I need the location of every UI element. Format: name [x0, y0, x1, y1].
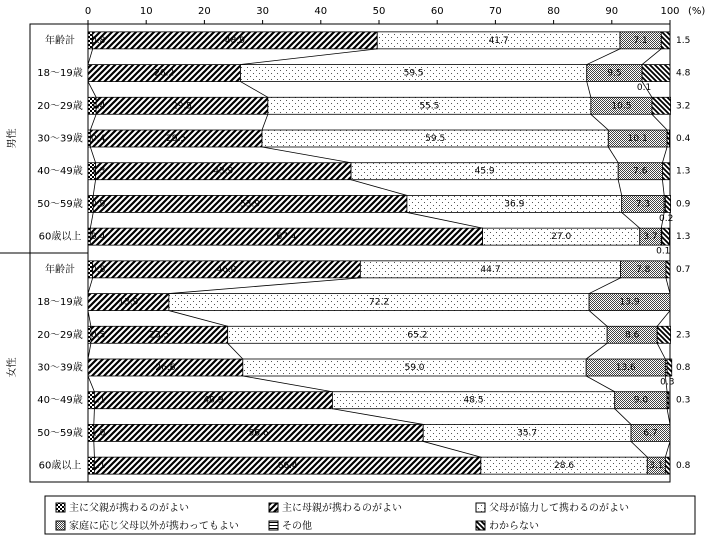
data-label: 1.3 — [676, 166, 691, 177]
data-label: 9.5 — [607, 68, 622, 79]
data-label: 0.1 — [656, 246, 671, 257]
x-tick-label: 90 — [605, 6, 619, 17]
data-label: 28.6 — [554, 461, 575, 472]
connector-line — [642, 49, 661, 65]
connector-line — [586, 343, 607, 359]
bar-segment — [665, 457, 670, 474]
data-label: 0.3 — [676, 395, 691, 406]
data-label: 13.9 — [619, 297, 640, 308]
category-label: 18～19歳 — [37, 68, 83, 80]
data-label: 0.4 — [91, 232, 106, 243]
x-tick-label: 0 — [84, 6, 92, 17]
data-label: 0.7 — [676, 264, 691, 275]
data-label: 53.9 — [240, 199, 261, 210]
connector-line — [589, 278, 620, 294]
legend — [45, 496, 695, 534]
category-label: 30～39歳 — [37, 362, 83, 374]
connector-line — [657, 343, 665, 359]
bar-segment — [667, 392, 669, 409]
data-label: 55.5 — [419, 101, 440, 112]
connector-line — [587, 49, 620, 65]
data-label: 7.1 — [633, 35, 648, 46]
category-label: 50～59歳 — [37, 427, 83, 439]
bar-segment — [666, 261, 670, 278]
data-label: 0.4 — [91, 134, 106, 144]
group-label: 男性 — [7, 128, 18, 149]
data-label: 41.7 — [488, 35, 509, 46]
group-label: 女性 — [7, 357, 18, 378]
data-label: 0.9 — [91, 199, 106, 210]
category-label: 20～29歳 — [37, 100, 83, 112]
x-tick-label: 30 — [256, 6, 269, 17]
connector-line — [93, 180, 95, 196]
connector-line — [351, 180, 407, 196]
data-label: 4.8 — [676, 68, 691, 79]
connector-line — [169, 311, 228, 327]
legend-label: 主に父親が携わるのがよい — [69, 503, 189, 514]
data-label: 3.1 — [649, 461, 664, 472]
data-label: 3.2 — [676, 101, 691, 112]
data-label: 48.5 — [463, 395, 484, 406]
category-label: 30～39歳 — [37, 133, 83, 145]
category-label: 年齢計 — [45, 264, 75, 276]
connector-line — [94, 409, 95, 425]
x-tick-label: 100 — [660, 6, 680, 17]
bar-segment — [667, 130, 669, 147]
data-label: 0.2 — [659, 213, 674, 224]
data-label: 7.3 — [635, 199, 651, 210]
connector-line — [88, 82, 96, 98]
connector-line — [657, 311, 670, 327]
connector-line — [591, 114, 608, 130]
x-tick-label: 10 — [139, 6, 153, 17]
category-label: 40～49歳 — [37, 166, 83, 178]
connector-line — [662, 147, 667, 163]
data-label: 44.7 — [480, 264, 501, 275]
connector-line — [608, 147, 618, 163]
bar-segment — [662, 163, 670, 180]
connector-line — [332, 409, 423, 425]
bar-segment — [667, 359, 672, 376]
data-label: 1.0 — [91, 428, 106, 439]
connector-line — [662, 180, 664, 196]
connector-line — [666, 278, 670, 294]
legend-swatch — [269, 521, 278, 530]
connector-line — [589, 311, 607, 327]
data-label: 40.9 — [203, 395, 224, 406]
data-label: 56.6 — [248, 428, 269, 439]
data-label: 0.8 — [676, 461, 691, 472]
x-tick-label: 40 — [314, 6, 328, 17]
connector-line — [90, 114, 96, 130]
connector-line — [88, 49, 93, 65]
data-label: 1.1 — [91, 395, 106, 406]
connector-line — [169, 278, 360, 294]
data-label: 0.8 — [676, 363, 691, 373]
data-label: 67.4 — [276, 232, 297, 243]
data-label: 66.4 — [277, 461, 298, 472]
data-label: 1.5 — [676, 35, 691, 46]
connector-line — [262, 114, 268, 130]
data-label: 3.7 — [643, 232, 658, 243]
legend-label: わからない — [489, 521, 539, 532]
connector-line — [228, 343, 243, 359]
legend-swatch — [476, 503, 485, 512]
data-label: 72.2 — [368, 297, 390, 308]
x-tick-label: 20 — [198, 6, 211, 17]
category-label: 年齢計 — [45, 35, 75, 47]
data-label: 48.9 — [224, 35, 245, 46]
data-label: 29.5 — [171, 101, 193, 112]
data-label: 1.4 — [91, 101, 106, 112]
bar-segment — [657, 326, 670, 343]
data-label: 9.0 — [633, 395, 649, 406]
connector-line — [423, 441, 481, 457]
data-label: 1.3 — [676, 232, 691, 243]
data-label: 0.8 — [91, 35, 106, 46]
connector-line — [240, 82, 267, 98]
data-label: 59.5 — [403, 68, 424, 79]
data-label: 65.2 — [407, 330, 428, 341]
data-label: 10.5 — [611, 101, 632, 112]
connector-line — [587, 82, 591, 98]
category-label: 18～19歳 — [37, 297, 83, 309]
data-label: 7.6 — [633, 166, 648, 177]
connector-line — [586, 376, 615, 392]
data-label: 46.0 — [216, 264, 237, 275]
x-axis-ticks — [85, 6, 706, 24]
plot-frame — [0, 24, 670, 482]
data-label: 0.5 — [91, 330, 106, 341]
plot-border — [30, 24, 670, 482]
data-label: 13.9 — [118, 297, 139, 308]
data-label: 59.0 — [404, 363, 425, 373]
data-label: 35.7 — [517, 428, 538, 439]
bars — [88, 32, 675, 474]
connector-line — [631, 441, 647, 457]
data-label: 7.8 — [636, 264, 651, 275]
data-label: 45.9 — [474, 166, 495, 177]
data-label: 23.5 — [149, 330, 170, 341]
legend-swatch — [56, 503, 65, 512]
connector-line — [88, 278, 93, 294]
data-label: 0.4 — [676, 134, 691, 144]
category-label: 60歳以上 — [38, 460, 82, 472]
connector-line — [652, 114, 667, 130]
data-label: 8.6 — [625, 330, 640, 341]
data-label: 6.7 — [643, 428, 658, 439]
connector-line — [615, 409, 631, 425]
connector-line — [240, 49, 377, 65]
legend-swatch — [269, 503, 278, 512]
data-label: 10.1 — [627, 134, 648, 144]
data-label: 26.6 — [155, 363, 176, 373]
data-label: 1.1 — [91, 461, 106, 472]
category-label: 50～59歳 — [37, 198, 83, 210]
legend-swatch — [476, 521, 485, 530]
data-label: 43.9 — [213, 166, 234, 177]
x-tick-label: 80 — [547, 6, 560, 17]
bar-segment — [662, 228, 670, 245]
category-label: 60歳以上 — [38, 231, 82, 243]
unit-label: (%) — [688, 6, 706, 17]
bar-segment — [652, 97, 671, 114]
x-tick-label: 70 — [489, 6, 502, 17]
connector-line — [243, 376, 333, 392]
x-tick-label: 50 — [372, 6, 386, 17]
legend-label: 家庭に応じ父母以外が携わってもよい — [69, 521, 239, 532]
legend-swatch — [56, 521, 65, 530]
connector-line — [90, 212, 93, 228]
connector-line — [622, 212, 640, 228]
data-label: 59.5 — [425, 134, 446, 144]
category-label: 40～49歳 — [37, 395, 83, 407]
data-label: 0.8 — [91, 264, 106, 275]
connector-line — [88, 376, 94, 392]
connector-line — [618, 180, 621, 196]
data-label: 0.9 — [676, 199, 691, 210]
connector-line — [90, 147, 95, 163]
legend-label: 主に母親が携わるのがよい — [282, 503, 402, 514]
x-tick-label: 60 — [430, 6, 444, 17]
bar-segment — [661, 32, 670, 49]
category-label: 20～29歳 — [37, 329, 83, 341]
connector-line — [407, 212, 483, 228]
data-label: 1.3 — [91, 166, 106, 177]
data-label: 2.3 — [676, 330, 691, 341]
bar-segment — [665, 195, 670, 212]
data-label: 36.9 — [504, 199, 525, 210]
data-label: 29.5 — [166, 134, 187, 144]
legend-label: その他 — [282, 521, 312, 532]
data-label: 0.3 — [660, 377, 675, 388]
data-label: 27.0 — [551, 232, 572, 243]
connector-line — [665, 441, 670, 457]
connector-line — [262, 147, 351, 163]
connector-line — [94, 441, 95, 457]
data-label: 26.2 — [154, 68, 175, 79]
legend-label: 父母が協力して携わるのがよい — [489, 503, 629, 514]
data-label: 0.1 — [636, 83, 652, 94]
data-label: 13.6 — [615, 363, 636, 373]
bar-segment — [642, 65, 670, 82]
